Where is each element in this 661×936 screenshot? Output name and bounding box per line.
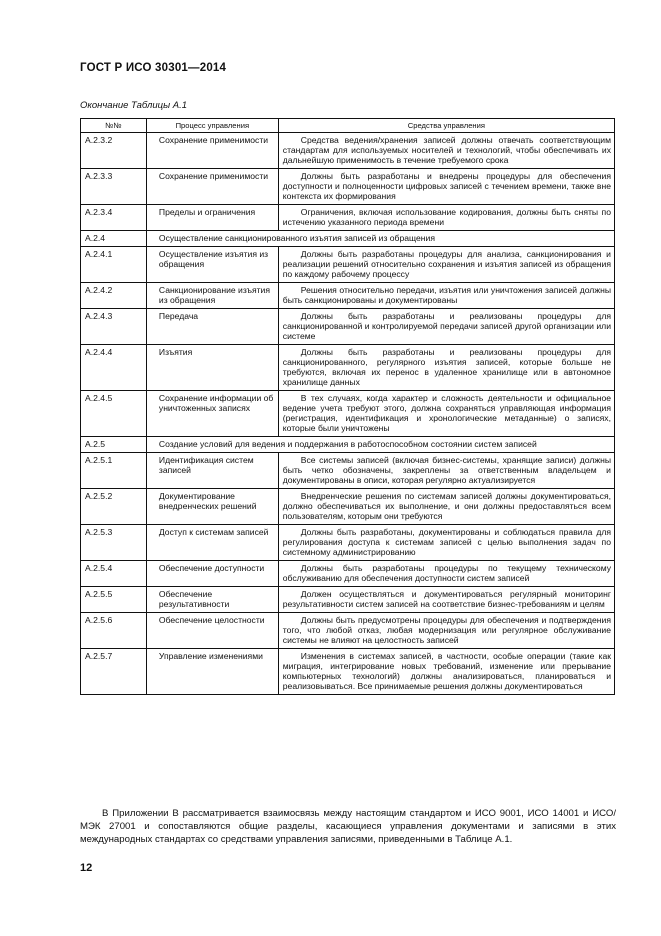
row-number: А.2.5 [81, 437, 147, 453]
table-row [81, 133, 615, 169]
control-description: В тех случаях, когда характер и сложность деятельности и официальное ведение учета требуют этого, должна сохраняться управляющая информация (регистрация, идентификация и хронологические метаданные) о записях, которые были уничтожены [278, 391, 614, 437]
table-section-row [81, 437, 615, 453]
column-header-number: №№ [81, 119, 147, 133]
process-name: Изъятия [146, 345, 278, 391]
section-title: Создание условий для ведения и поддержания в работоспособном состоянии систем записей [146, 437, 614, 453]
control-description: Решения относительно передачи, изъятия или уничтожения записей должны быть санкционированы и документированы [278, 283, 614, 309]
table-row [81, 309, 615, 345]
control-description: Внедренческие решения по системам записей должны документироваться, должно обеспечиваться их выполнение, и они должны предоставляться всем пользователям, которым они требуются [278, 489, 614, 525]
process-name: Доступ к системам записей [146, 525, 278, 561]
column-header-means: Средства управления [278, 119, 614, 133]
control-description: Должны быть разработаны и реализованы процедуры для санкционированной и контролируемой передачи записей другой организации или системе [278, 309, 614, 345]
table-row [81, 391, 615, 437]
control-description: Все системы записей (включая бизнес-системы, хранящие записи) должны быть четко обозначены, закреплены за ответственным владельцем и документированы в описи, которая регулярно актуализируется [278, 453, 614, 489]
table-row [81, 205, 615, 231]
row-number: А.2.4.1 [81, 247, 147, 283]
control-description: Должен осуществляться и документироваться регулярный мониторинг результативности систем записей на соответствие бизнес-требованиям и целям [278, 587, 614, 613]
row-number: А.2.4.4 [81, 345, 147, 391]
table-row [81, 587, 615, 613]
document-header: ГОСТ Р ИСО 30301—2014 [80, 62, 227, 74]
row-number: А.2.4 [81, 231, 147, 247]
control-description: Должны быть разработаны, документированы и соблюдаться правила для регулирования доступа к системам записей с целью выполнения задач по системному администрированию [278, 525, 614, 561]
row-number: А.2.5.6 [81, 613, 147, 649]
table-row [81, 345, 615, 391]
process-name: Управление изменениями [146, 649, 278, 695]
control-description: Средства ведения/хранения записей должны отвечать соответствующим стандартам для используемых носителей и технологий, чтобы обеспечивать их дальнейшую применимость в течение требуемого срока [278, 133, 614, 169]
table-row [81, 453, 615, 489]
page-number: 12 [80, 862, 93, 874]
process-name: Сохранение применимости [146, 169, 278, 205]
process-name: Пределы и ограничения [146, 205, 278, 231]
section-title: Осуществление санкционированного изъятия записей из обращения [146, 231, 614, 247]
table-row [81, 649, 615, 695]
row-number: А.2.5.5 [81, 587, 147, 613]
controls-table [80, 118, 615, 695]
control-description: Ограничения, включая использование кодирования, должны быть сняты по истечению указанного периода времени [278, 205, 614, 231]
control-description: Должны быть предусмотрены процедуры для обеспечения и подтверждения того, что любой отказ, любая модернизация или регулярное обслуживание системы не влияют на целостность записей [278, 613, 614, 649]
process-name: Документирование внедренческих решений [146, 489, 278, 525]
process-name: Обеспечение доступности [146, 561, 278, 587]
table-row [81, 613, 615, 649]
row-number: А.2.5.3 [81, 525, 147, 561]
process-name: Сохранение информации об уничтоженных записях [146, 391, 278, 437]
row-number: А.2.4.3 [81, 309, 147, 345]
table-row [81, 525, 615, 561]
row-number: А.2.5.7 [81, 649, 147, 695]
row-number: А.2.5.2 [81, 489, 147, 525]
row-number: А.2.3.3 [81, 169, 147, 205]
process-name: Осуществление изъятия из обращения [146, 247, 278, 283]
row-number: А.2.3.4 [81, 205, 147, 231]
table-caption: Окончание Таблицы А.1 [80, 100, 187, 111]
column-header-process: Процесс управления [146, 119, 278, 133]
table-row [81, 489, 615, 525]
table-row [81, 247, 615, 283]
table-row [81, 283, 615, 309]
table-header-row [81, 119, 615, 133]
closing-paragraph: В Приложении В рассматривается взаимосвязь между настоящим стандартом и ИСО 9001, ИСО 14001 и ИСО/МЭК 27001 и сопоставляются общие разделы, касающиеся управления документами и записями в этих международных стандартах со средствами управления записями, приведенными в Таблице А.1. [80, 808, 616, 846]
control-description: Изменения в системах записей, в частности, особые операции (такие как миграция, интегрирование новых требований, изменение или прерывание компьютерных технологий) должны анализироваться, планироваться и реализовываться. Все принимаемые решения должны документироваться [278, 649, 614, 695]
process-name: Передача [146, 309, 278, 345]
row-number: А.2.4.5 [81, 391, 147, 437]
table-row [81, 169, 615, 205]
table-row [81, 561, 615, 587]
control-description: Должны быть разработаны и внедрены процедуры для обеспечения доступности и полноценности цифровых записей с течением времени, также вне контекста их формирования [278, 169, 614, 205]
control-description: Должны быть разработаны и реализованы процедуры для санкционированного, регулярного изъятия записей, которые больше не требуются, включая их перенос в удаленное хранилище или в автономное хранилище данных [278, 345, 614, 391]
row-number: А.2.3.2 [81, 133, 147, 169]
process-name: Обеспечение результативности [146, 587, 278, 613]
control-description: Должны быть разработаны процедуры для анализа, санкционирования и реализации решений относительно сохранения и изъятия записей из обращения по каждому рабочему процессу [278, 247, 614, 283]
control-description: Должны быть разработаны процедуры по текущему техническому обслуживанию для обеспечения доступности систем записей [278, 561, 614, 587]
process-name: Обеспечение целостности [146, 613, 278, 649]
row-number: А.2.5.1 [81, 453, 147, 489]
process-name: Идентификация систем записей [146, 453, 278, 489]
row-number: А.2.5.4 [81, 561, 147, 587]
process-name: Санкционирование изъятия из обращения [146, 283, 278, 309]
table-section-row [81, 231, 615, 247]
row-number: А.2.4.2 [81, 283, 147, 309]
process-name: Сохранение применимости [146, 133, 278, 169]
